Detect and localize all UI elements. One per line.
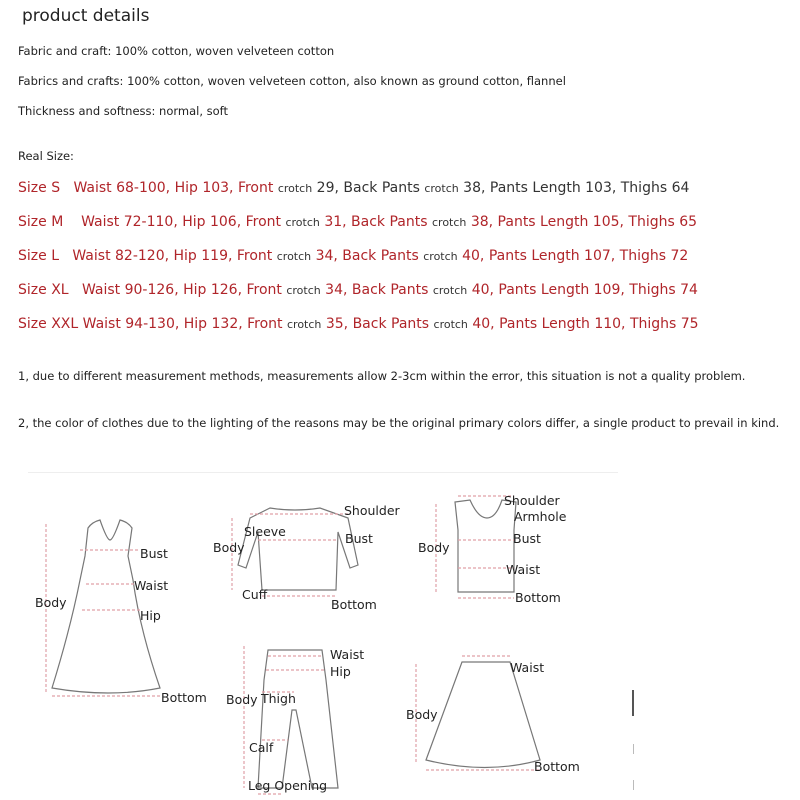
dress-hip-label: Hip xyxy=(140,608,161,623)
dress-waist-label: Waist xyxy=(134,578,169,593)
pants-body-label: Body xyxy=(226,692,258,707)
vest-outline xyxy=(455,500,516,592)
size-row-xl: Size XL Waist 90-126, Hip 126, Front crotch 34, Back Pants crotch 40, Pants Length 109, Thighs 74 xyxy=(18,282,698,298)
dress-bottom-label: Bottom xyxy=(161,690,207,705)
pants-outline xyxy=(258,650,338,788)
top-bottom-label: Bottom xyxy=(331,597,377,612)
edge-mark xyxy=(633,744,634,754)
size-row-s: Size S Waist 68-100, Hip 103, Front crotch 29, Back Pants crotch 38, Pants Length 103, Thighs 64 xyxy=(18,180,690,196)
edge-mark xyxy=(632,690,634,716)
vest-waist-label: Waist xyxy=(506,562,541,577)
detail-fabric: Fabric and craft: 100% cotton, woven velveteen cotton xyxy=(18,44,335,58)
pants-hip-label: Hip xyxy=(330,664,351,679)
size-row-m: Size M Waist 72-110, Hip 106, Front crotch 31, Back Pants crotch 38, Pants Length 105, Thighs 65 xyxy=(18,214,698,230)
vest-bottom-label: Bottom xyxy=(515,590,561,605)
note-color: 2, the color of clothes due to the lighting of the reasons may be the original primary colors differ, a single product to prevail in kind. xyxy=(18,416,780,430)
top-outline xyxy=(238,508,358,590)
vest-shoulder-label: Shoulder xyxy=(504,493,560,508)
pants-calf-label: Calf xyxy=(249,740,274,755)
skirt-body-label: Body xyxy=(406,707,438,722)
page-title: product details xyxy=(22,6,150,26)
edge-mark xyxy=(633,780,634,790)
top-sleeve-label: Sleeve xyxy=(244,524,286,539)
dress-body-label: Body xyxy=(35,595,67,610)
real-size-label: Real Size: xyxy=(18,149,74,163)
vest-armhole-label: Armhole xyxy=(514,509,567,524)
vest-bust-label: Bust xyxy=(513,531,541,546)
dress-bust-label: Bust xyxy=(140,546,168,561)
top-body-label: Body xyxy=(213,540,245,555)
measurement-diagrams xyxy=(0,470,800,800)
detail-fabrics: Fabrics and crafts: 100% cotton, woven velveteen cotton, also known as ground cotton, flannel xyxy=(18,74,566,88)
size-row-xxl: Size XXL Waist 94-130, Hip 132, Front crotch 35, Back Pants crotch 40, Pants Length 110, Thighs 75 xyxy=(18,316,699,332)
vest-body-label: Body xyxy=(418,540,450,555)
top-bust-label: Bust xyxy=(345,531,373,546)
size-row-l: Size L Waist 82-120, Hip 119, Front crotch 34, Back Pants crotch 40, Pants Length 107, Thighs 72 xyxy=(18,248,689,264)
top-shoulder-label: Shoulder xyxy=(344,503,400,518)
skirt-waist-label: Waist xyxy=(510,660,545,675)
skirt-bottom-label: Bottom xyxy=(534,759,580,774)
pants-thigh-label: Thigh xyxy=(261,691,296,706)
pants-waist-label: Waist xyxy=(330,647,365,662)
note-measurement: 1, due to different measurement methods, measurements allow 2-3cm within the error, this situation is not a quality problem. xyxy=(18,369,746,383)
top-cuff-label: Cuff xyxy=(242,587,268,602)
skirt-outline xyxy=(426,662,540,768)
pants-leg-opening-label: Leg Opening xyxy=(248,778,328,793)
detail-thickness: Thickness and softness: normal, soft xyxy=(18,104,229,118)
